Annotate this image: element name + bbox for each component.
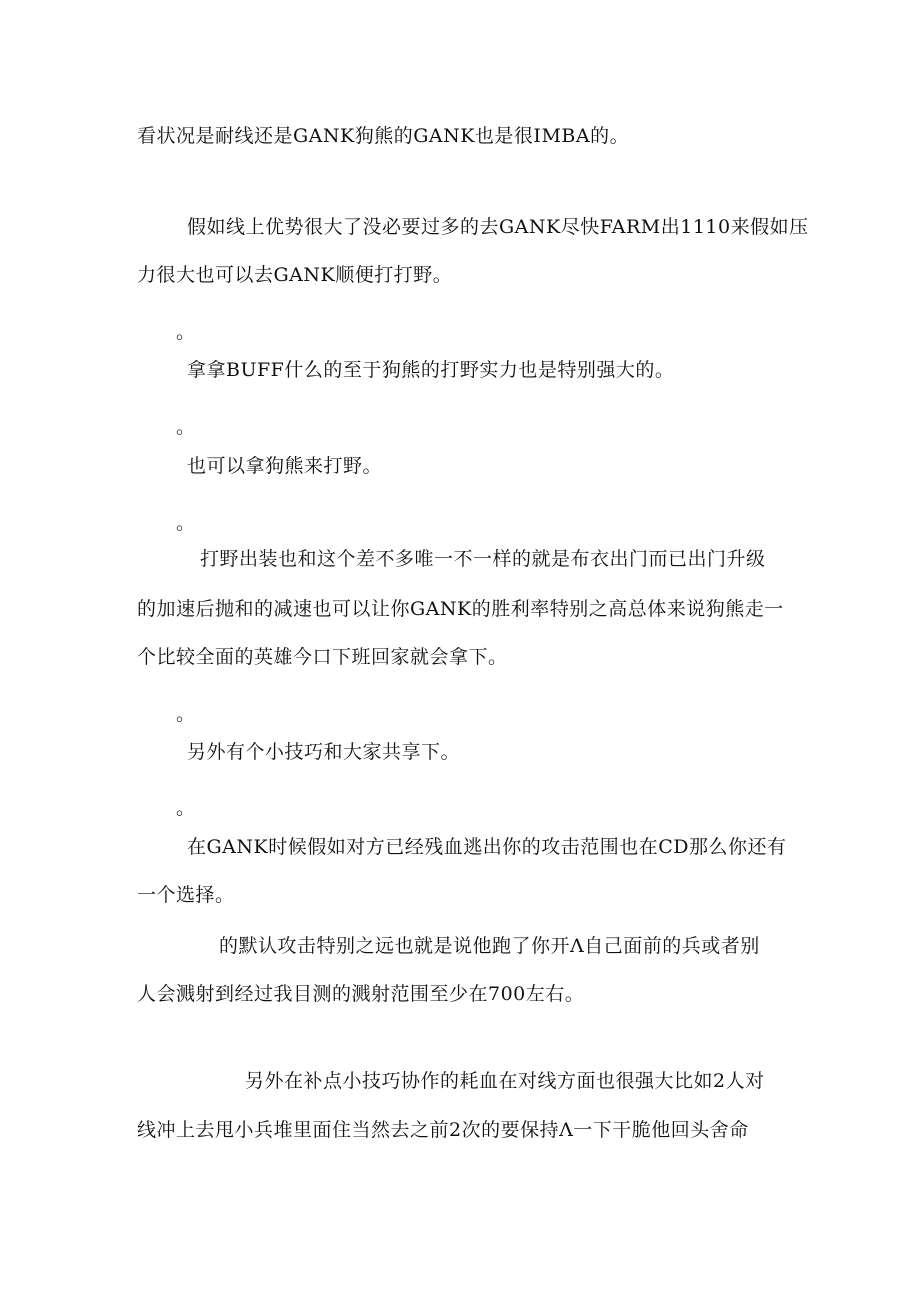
bullet-dot: 。 [176, 416, 196, 438]
text-line: 另外有个小技巧和大家共享下。 [187, 741, 461, 763]
text-line: 力很大也可以去GANK顺便打打野。 [137, 264, 453, 286]
text-line: 假如线上优势很大了没必要过多的去GANK尽快FARM出1110来假如压 [187, 216, 809, 238]
text-line: 的默认攻击特别之远也就是说他跑了你开Λ自己面前的兵或者别 [219, 935, 760, 957]
bullet-dot: 。 [176, 703, 196, 725]
text-line: 也可以拿狗熊来打野。 [187, 455, 383, 477]
text-line: 一个选择。 [137, 884, 235, 906]
text-line: 的加速后抛和的减速也可以让你GANK的胜利率特别之高总体来说狗熊走一 [137, 598, 784, 620]
bullet-dot: 。 [176, 321, 196, 343]
text-line: 另外在补点小技巧协作的耗血在对线方面也很强大比如2人对 [245, 1070, 765, 1092]
text-line: 看状况是耐线还是GANK狗熊的GANK也是很IMBA的。 [137, 125, 630, 147]
text-line: 人会溅射到经过我目测的溅射范围至少在700左右。 [137, 983, 585, 1005]
bullet-dot: 。 [176, 797, 196, 819]
text-line: 线冲上去甩小兵堆里面住当然去之前2次的要保持Λ一下干脆他回头舍命 [137, 1119, 749, 1141]
text-line: 打野出装也和这个差不多唯一不一样的就是布衣出门而已出门升级 [200, 548, 766, 570]
bullet-dot: 。 [176, 512, 196, 534]
text-line: 拿拿BUFF什么的至于狗熊的打野实力也是特别强大的。 [187, 359, 675, 381]
text-line: 在GANK时候假如对方已经残血逃出你的攻击范围也在CD那么你还有 [187, 836, 787, 858]
text-line: 个比较全面的英雄今口下班回家就会拿下。 [137, 646, 508, 668]
